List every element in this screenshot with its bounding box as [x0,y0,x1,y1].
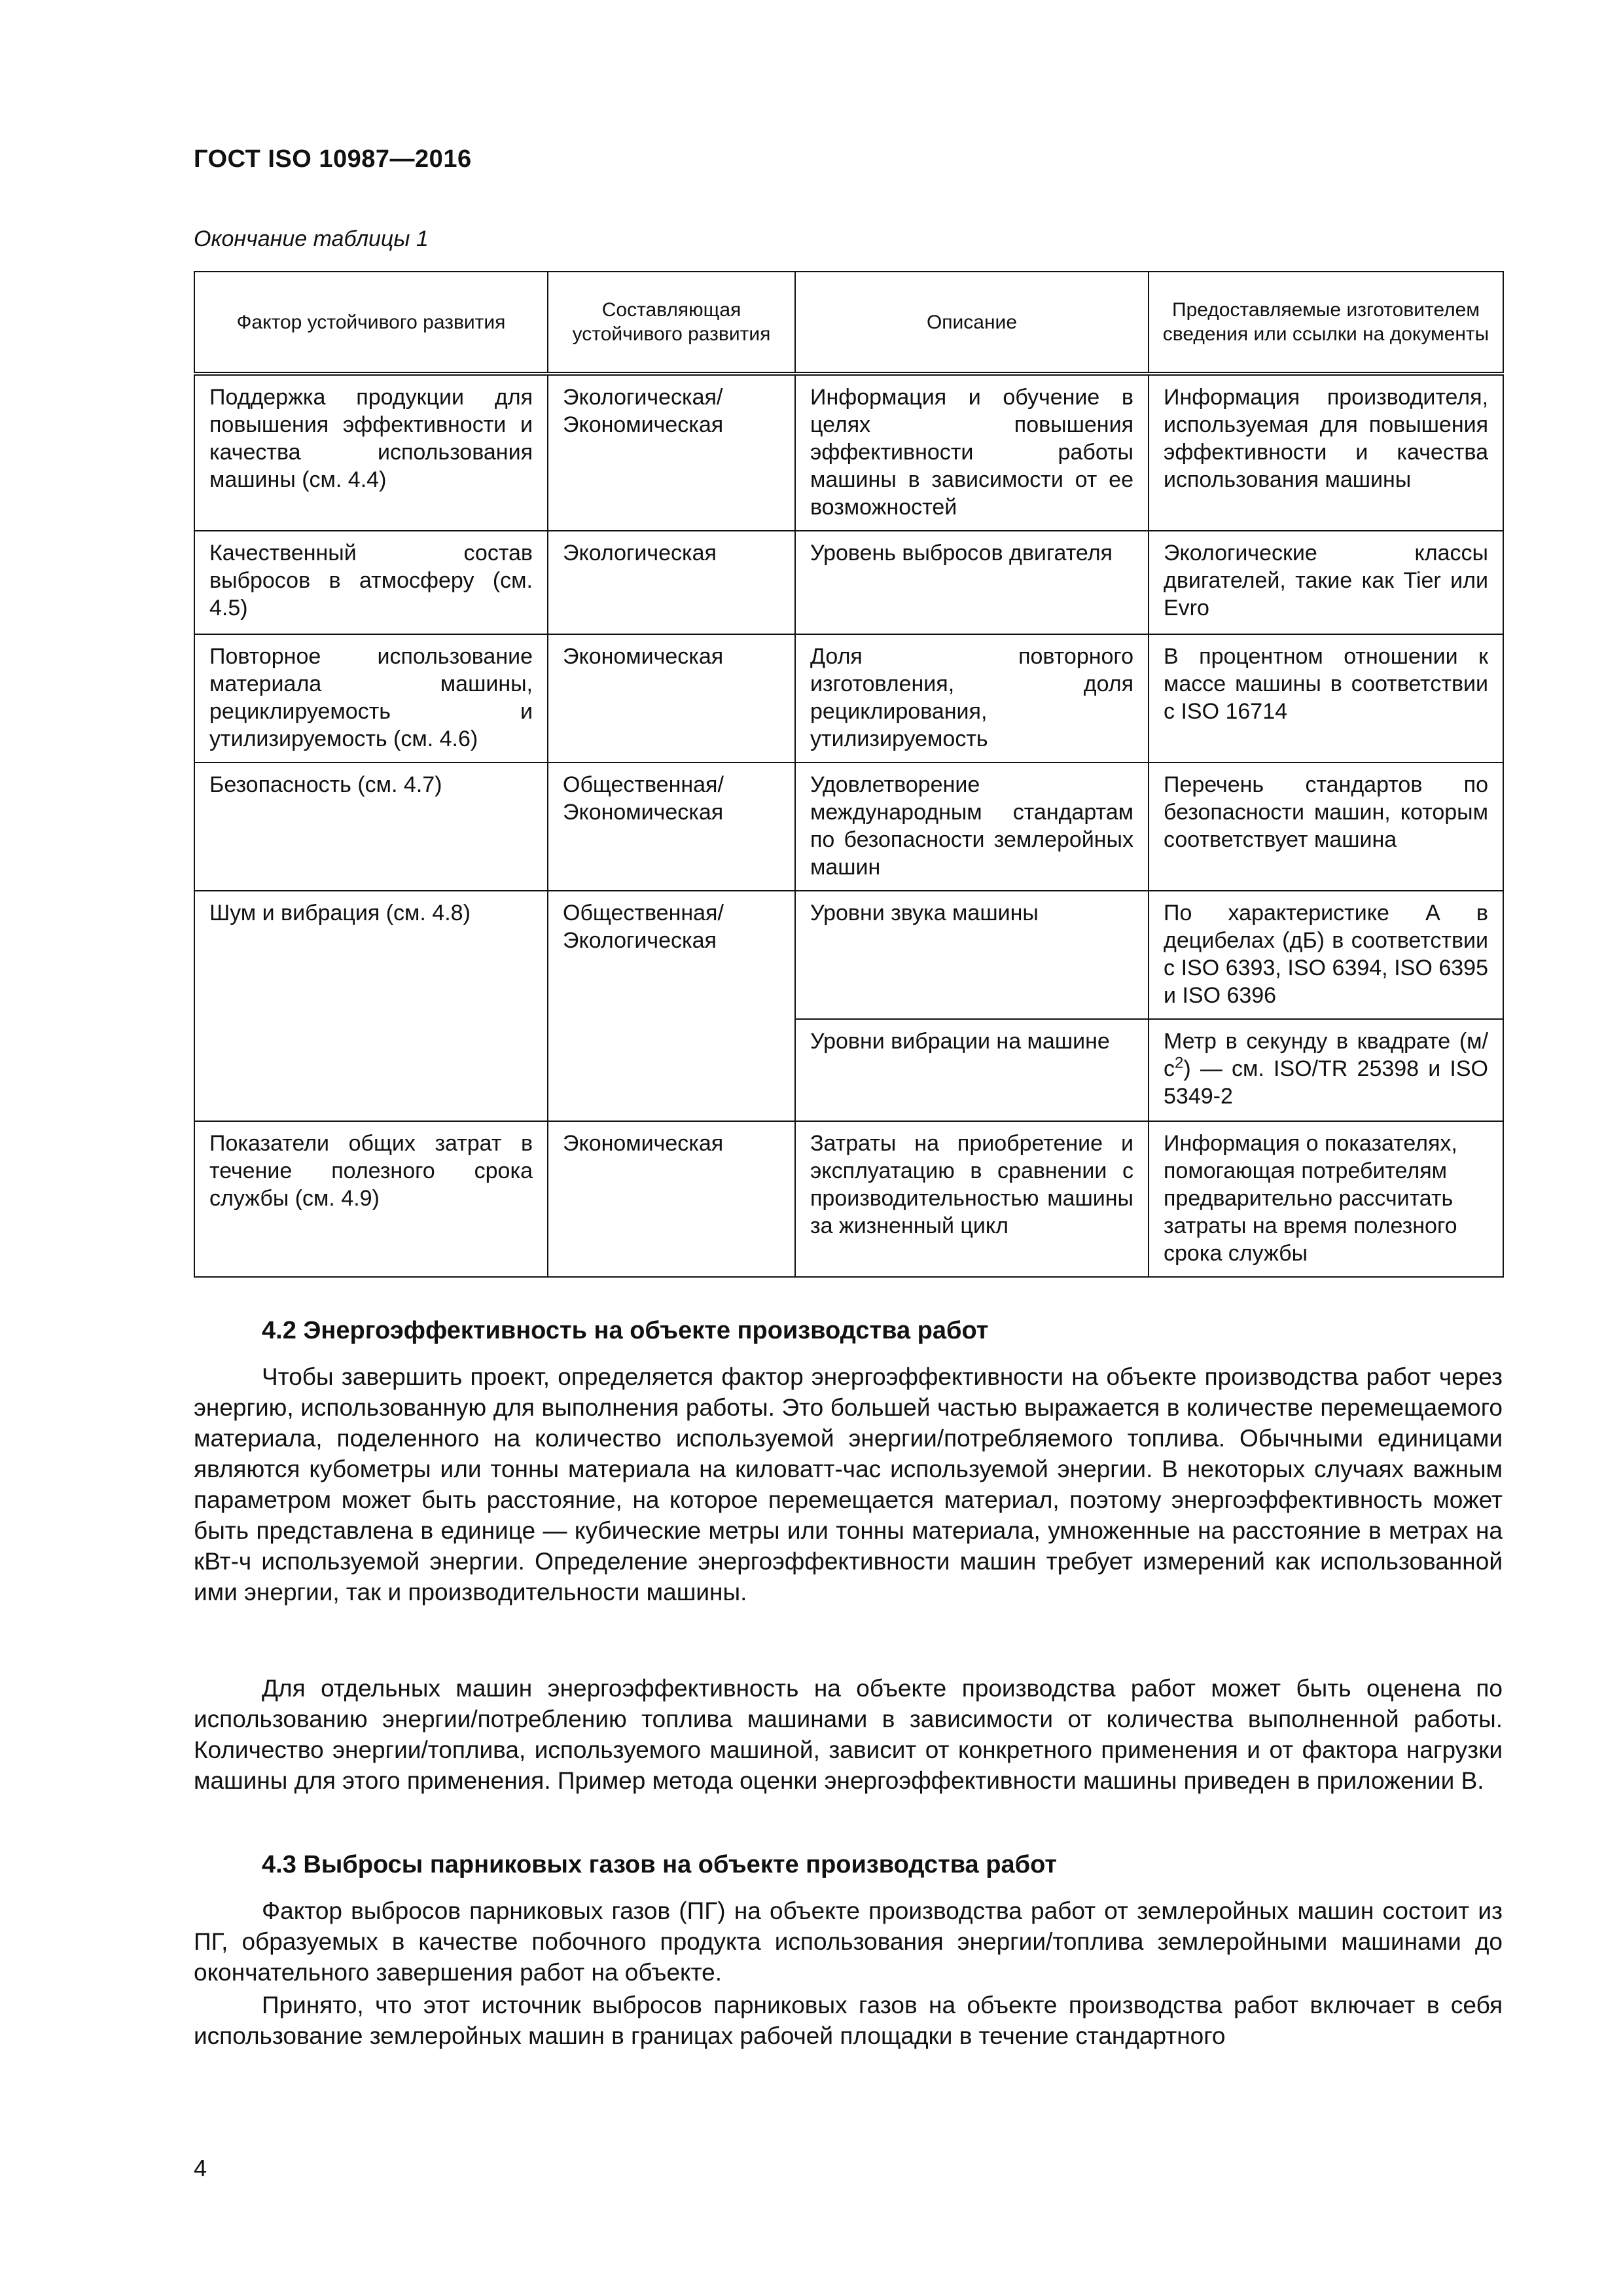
section-4-3-paragraph-2: Принято, что этот источник выбросов парниковых газов на объекте производства работ включает в себя использование землеройных машин в границах рабочей площадки в течение стандартного [194,1992,1503,2049]
table-row [194,891,1503,1019]
header-description: Описание [795,272,1149,374]
table-row [194,762,1503,891]
cell-component: Экономическая [548,634,795,762]
section-4-3-paragraph-1: Фактор выбросов парниковых газов (ПГ) на объекте производства работ от землеройных машин состоит из ПГ, образуемых в качестве побочного продукта использования энергии/топлива землеройными машинами до окончательного завершения работ на объекте. [194,1897,1503,1986]
cell-factor: Безопасность (см. 4.7) [194,762,548,891]
table-row [194,531,1503,634]
section-4-2-paragraph-1: Чтобы завершить проект, определяется фактор энергоэффективности на объекте производства работ через энергию, использованную для выполнения работы. Это большей частью выражается в количестве перемещаемого материала, поделенного на количество используемой энергии/потребляемого топлива. Обычными единицами являются кубометры или тонны материала на киловатт-час используемой энергии. В некоторых случаях важным параметром может быть расстояние, на которое перемещается материал, поэтому энергоэффективность может быть представлена в единице — кубические метры или тонны материала, умноженные на расстояние в метрах на кВт-ч используемой энергии. Определение энергоэффективности машин требует измерений как использованной ими энергии, так и производительности машины. [194,1363,1503,1605]
cell-factor: Поддержка продукции для повышения эффективности и качества использования машины (см. 4.4) [194,374,548,531]
table-row [194,634,1503,762]
table-row [194,1121,1503,1277]
cell-info: Экологические классы двигателей, такие как Tier или Evro [1149,531,1503,634]
section-4-2-paragraph-2: Для отдельных машин энергоэффективность на объекте производства работ может быть оценена по использованию энергии/потреблению топлива машинами в зависимости от количества выполненной работы. Количество энергии/топлива, используемого машиной, зависит от конкретного применения и от фактора нагрузки машины для этого применения. Пример метода оценки энергоэффективности машины приведен в приложении В. [194,1675,1503,1794]
cell-component: Экологическая/ Экономическая [548,374,795,531]
cell-factor: Показатели общих затрат в течение полезного срока службы (см. 4.9) [194,1121,548,1277]
cell-description: Уровни звука машины [795,891,1149,1019]
info-superscript: 2 [1175,1054,1184,1072]
cell-component: Экологическая [548,531,795,634]
cell-description: Затраты на приобретение и эксплуатацию в сравнении с производительностью машины за жизненный цикл [795,1121,1149,1277]
cell-info: Информация о показателях, помогающая потребителям предварительно рассчитать затраты на время полезного срока службы [1149,1121,1503,1277]
table-row [194,374,1503,531]
cell-component: Общественная/ Экологическая [548,891,795,1121]
header-factor: Фактор устойчивого развития [194,272,548,374]
cell-component: Экономическая [548,1121,795,1277]
cell-info [1149,1019,1503,1121]
info-text: ) — см. ISO/TR 25398 и ISO 5349-2 [1164,1056,1488,1109]
section-4-2-title: 4.2 Энергоэффективность на объекте производства работ [262,1317,989,1344]
cell-info: Информация производителя, используемая для повышения эффективности и качества использования машины [1149,374,1503,531]
page-number: 4 [194,2155,207,2181]
section-4-3-title: 4.3 Выбросы парниковых газов на объекте производства работ [262,1851,1057,1878]
cell-description: Удовлетворение международным стандартам по безопасности землеройных машин [795,762,1149,891]
cell-description: Информация и обучение в целях повышения эффективности работы машины в зависимости от ее возможностей [795,374,1149,531]
cell-description: Уровень выбросов двигателя [795,531,1149,634]
cell-info: Перечень стандартов по безопасности машин, которым соответствует машина [1149,762,1503,891]
sustainability-table [194,271,1504,1278]
cell-description: Доля повторного изготовления, доля рециклирования, утилизируемость [795,634,1149,762]
document-code: ГОСТ ISO 10987—2016 [194,145,472,173]
cell-info: В процентном отношении к массе машины в соответствии с ISO 16714 [1149,634,1503,762]
cell-component: Общественная/ Экономическая [548,762,795,891]
info-text: Метр в секунду в квадрате (м/с [1164,1029,1488,1081]
table-header-row [194,272,1503,374]
header-info: Предоставляемые изготовителем сведения или ссылки на документы [1149,272,1503,374]
cell-factor: Качественный состав выбросов в атмосферу (см. 4.5) [194,531,548,634]
cell-info: По характеристике А в децибелах (дБ) в соответствии с ISO 6393, ISO 6394, ISO 6395 и ISO 6396 [1149,891,1503,1019]
header-component: Составляющая устойчивого развития [548,272,795,374]
cell-factor: Повторное использование материала машины, рециклируемость и утилизируемость (см. 4.6) [194,634,548,762]
cell-description: Уровни вибрации на машине [795,1019,1149,1121]
table-caption: Окончание таблицы 1 [194,226,429,251]
cell-factor: Шум и вибрация (см. 4.8) [194,891,548,1121]
